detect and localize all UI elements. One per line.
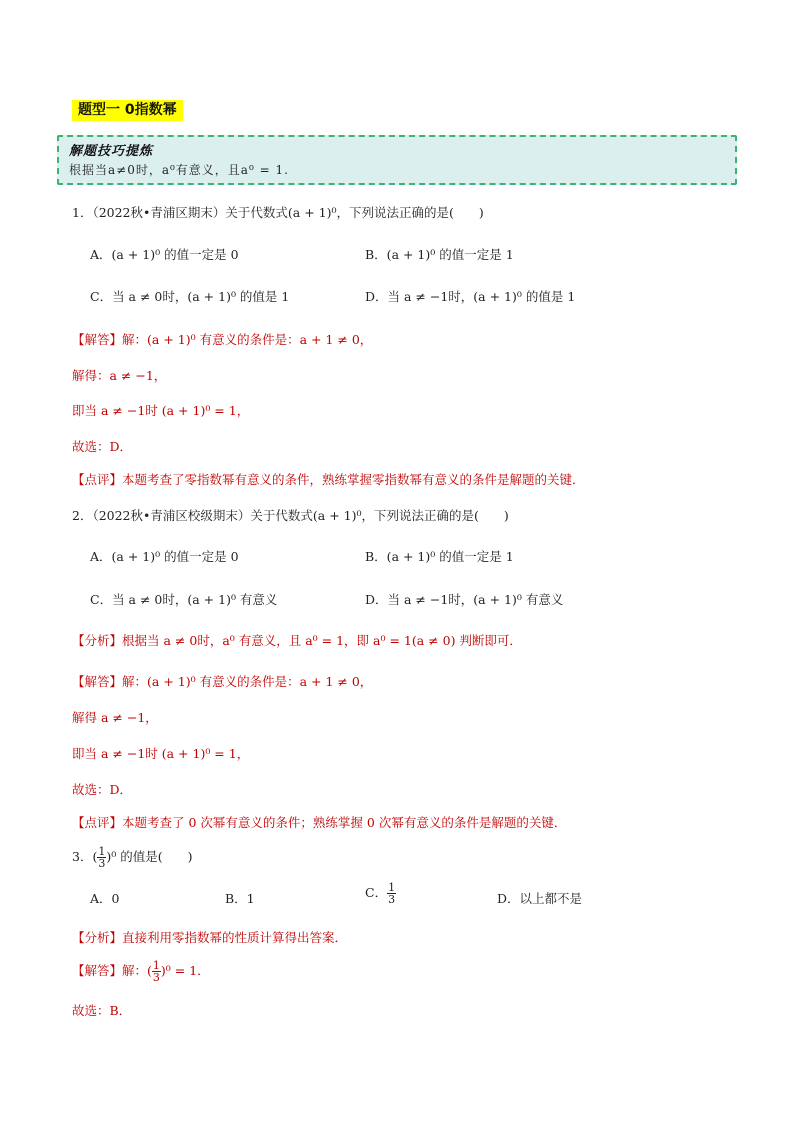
q2-analysis-tag: 【分析】 <box>72 633 123 648</box>
q1-option-c: C．当 a ≠ 0时，(a + 1)⁰ 的值是 1 <box>90 289 290 304</box>
q3-option-c-fraction <box>387 882 396 905</box>
q3-answer-tail: )⁰ = 1． <box>160 963 210 978</box>
q3-stem: 3．( $\frac{1}{3}$ )⁰ 的值是( ) <box>72 845 193 870</box>
tip-title: 解题技巧提炼 <box>69 144 154 159</box>
q2-stem: 2．（2022秋•青浦区校级期末）关于代数式(a + 1)⁰，下列说法正确的是( ) <box>72 508 509 523</box>
q2-comment: 本题考查了 0 次幂有意义的条件；熟练掌握 0 次幂有意义的条件是解题的关键． <box>122 815 567 830</box>
q1-comment-line <box>72 470 585 488</box>
q1-answer-tag: 【解答】 <box>72 332 123 347</box>
q3-choose: 故选：B． <box>72 1003 132 1018</box>
q2-choose: 故选：D． <box>72 782 133 797</box>
q3-option-c-num: 1 <box>388 881 396 894</box>
q1-comment: 本题考查了零指数幂有意义的条件，熟练掌握零指数幂有意义的条件是解题的关键． <box>122 472 585 487</box>
section-title: 题型一 0指数幂 <box>72 100 183 121</box>
q1-stem: 1．（2022秋•青浦区期末）关于代数式(a + 1)⁰，下列说法正确的是( ) <box>72 205 484 220</box>
q3-answer-num: 1 <box>152 959 160 972</box>
q2-option-b: B．(a + 1)⁰ 的值一定是 1 <box>365 549 514 564</box>
q2-analysis: 根据当 a ≠ 0时，a⁰ 有意义，且 a⁰ = 1，即 a⁰ = 1(a ≠ 0) 判断即可． <box>122 633 522 648</box>
tip-box <box>57 135 737 185</box>
q2-answer-tag: 【解答】 <box>72 674 123 689</box>
q3-answer-head: 解：( <box>122 963 152 978</box>
q3-frac-num: 1 <box>98 845 106 858</box>
q1-choose: 故选：D． <box>72 439 133 454</box>
q1-solve2: 即当 a ≠ −1时 (a + 1)⁰ = 1， <box>72 403 250 418</box>
q2-comment-line <box>72 813 566 831</box>
q3-frac-den: 3 <box>98 857 106 870</box>
q3-analysis-line <box>72 928 347 946</box>
q3-option-d: D．以上都不是 <box>497 891 583 906</box>
q3-option-c-label: C． <box>365 885 388 900</box>
q2-solve1: 解得 a ≠ −1， <box>72 710 158 725</box>
q2-comment-tag: 【点评】 <box>72 815 123 830</box>
q3-answer-den: 3 <box>152 971 160 984</box>
q3-analysis: 直接利用零指数幂的性质计算得出答案． <box>122 930 348 945</box>
q1-answer-line <box>72 330 372 348</box>
q1-comment-tag: 【点评】 <box>72 472 123 487</box>
q1-solve1: 解得：a ≠ −1， <box>72 368 167 383</box>
q3-option-c <box>365 882 396 905</box>
tip-text: 根据当a≠0时，a⁰有意义，且a⁰ = 1. <box>69 163 289 177</box>
q2-answer-line <box>72 672 372 690</box>
q3-answer-line <box>72 960 210 983</box>
q1-option-a: A．(a + 1)⁰ 的值一定是 0 <box>90 247 239 262</box>
q1-option-b: B．(a + 1)⁰ 的值一定是 1 <box>365 247 514 262</box>
q2-analysis-line <box>72 631 522 649</box>
q1-option-d: D．当 a ≠ −1时，(a + 1)⁰ 的值是 1 <box>365 289 576 304</box>
q2-option-c: C．当 a ≠ 0时，(a + 1)⁰ 有意义 <box>90 592 278 607</box>
q3-answer-fraction <box>152 960 161 983</box>
q3-number: 3． <box>72 849 93 864</box>
q1-answer: 解：(a + 1)⁰ 有意义的条件是：a + 1 ≠ 0， <box>122 332 373 347</box>
q2-option-a: A．(a + 1)⁰ 的值一定是 0 <box>90 549 239 564</box>
q3-answer-tag: 【解答】 <box>72 963 123 978</box>
q3-option-b: B．1 <box>225 891 255 906</box>
q3-option-a: A．0 <box>90 891 120 906</box>
q3-fraction <box>97 846 106 869</box>
q2-solve2: 即当 a ≠ −1时 (a + 1)⁰ = 1， <box>72 746 250 761</box>
q3-option-c-den: 3 <box>388 893 396 906</box>
q2-answer: 解：(a + 1)⁰ 有意义的条件是：a + 1 ≠ 0， <box>122 674 373 689</box>
q3-analysis-tag: 【分析】 <box>72 930 123 945</box>
q3-stem-tail: )⁰ 的值是( ) <box>106 849 193 864</box>
q2-option-d: D．当 a ≠ −1时，(a + 1)⁰ 有意义 <box>365 592 564 607</box>
